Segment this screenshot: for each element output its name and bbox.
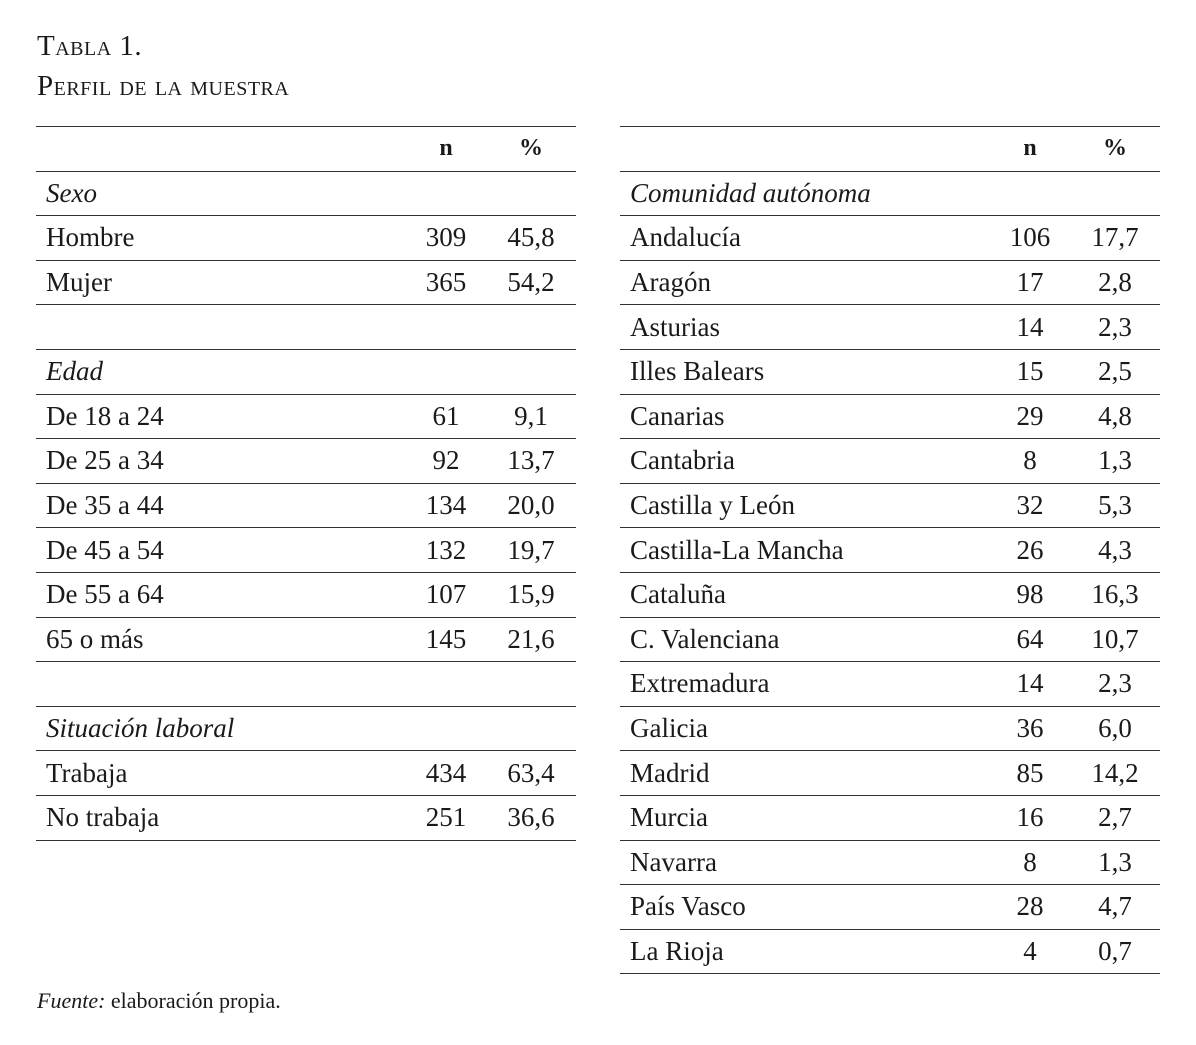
row-label: C. Valenciana [620, 617, 990, 662]
header-n: n [406, 127, 486, 172]
row-label: Andalucía [620, 216, 990, 261]
row-pct: 6,0 [1070, 706, 1160, 751]
row-pct: 2,3 [1070, 305, 1160, 350]
row-n: 17 [990, 260, 1070, 305]
table-row [36, 260, 576, 305]
row-n: 365 [406, 260, 486, 305]
source-label: Fuente: [37, 988, 106, 1013]
table-row [36, 394, 576, 439]
row-pct: 15,9 [486, 572, 576, 617]
row-n: 61 [406, 394, 486, 439]
row-n: 4 [990, 929, 1070, 974]
table-label: Tabla 1. [37, 30, 143, 62]
row-label: País Vasco [620, 885, 990, 930]
header-n: n [990, 127, 1070, 172]
header-label-cell [620, 127, 990, 172]
row-label: De 25 a 34 [36, 439, 406, 484]
table-row [620, 439, 1160, 484]
row-pct: 4,3 [1070, 528, 1160, 573]
section-heading-row [36, 171, 576, 216]
row-n: 134 [406, 483, 486, 528]
row-label: Cantabria [620, 439, 990, 484]
row-label: Extremadura [620, 662, 990, 707]
row-pct: 10,7 [1070, 617, 1160, 662]
source-text: elaboración propia. [110, 988, 281, 1013]
row-pct: 19,7 [486, 528, 576, 573]
table-row [36, 572, 576, 617]
row-n: 8 [990, 439, 1070, 484]
row-label: Madrid [620, 751, 990, 796]
row-pct: 9,1 [486, 394, 576, 439]
row-label: De 18 a 24 [36, 394, 406, 439]
section-heading-row [620, 171, 1160, 216]
section-heading-row [36, 349, 576, 394]
table-row [620, 929, 1160, 974]
row-pct: 14,2 [1070, 751, 1160, 796]
section-heading: Edad [36, 349, 576, 394]
row-pct: 45,8 [486, 216, 576, 261]
row-label: Castilla y León [620, 483, 990, 528]
row-label: De 45 a 54 [36, 528, 406, 573]
row-n: 16 [990, 795, 1070, 840]
row-n: 32 [990, 483, 1070, 528]
row-n: 29 [990, 394, 1070, 439]
table-row [36, 528, 576, 573]
row-label: Murcia [620, 795, 990, 840]
row-pct: 1,3 [1070, 439, 1160, 484]
row-pct: 2,7 [1070, 795, 1160, 840]
table-row [36, 795, 576, 840]
table-row [620, 795, 1160, 840]
row-label: Castilla-La Mancha [620, 528, 990, 573]
row-label: De 35 a 44 [36, 483, 406, 528]
table-row [620, 394, 1160, 439]
row-n: 85 [990, 751, 1070, 796]
row-pct: 13,7 [486, 439, 576, 484]
header-pct: % [1070, 127, 1160, 172]
row-n: 8 [990, 840, 1070, 885]
row-pct: 16,3 [1070, 572, 1160, 617]
table-row [620, 572, 1160, 617]
spacer-row [36, 662, 576, 707]
row-label: 65 o más [36, 617, 406, 662]
row-n: 15 [990, 349, 1070, 394]
table-row [620, 260, 1160, 305]
row-n: 251 [406, 795, 486, 840]
row-n: 92 [406, 439, 486, 484]
table-row [620, 483, 1160, 528]
table-row [620, 751, 1160, 796]
header-label-cell [36, 127, 406, 172]
row-n: 28 [990, 885, 1070, 930]
row-n: 64 [990, 617, 1070, 662]
row-label: Hombre [36, 216, 406, 261]
left-header-row [36, 127, 576, 172]
row-pct: 1,3 [1070, 840, 1160, 885]
table-row [620, 528, 1160, 573]
row-pct: 4,7 [1070, 885, 1160, 930]
row-n: 309 [406, 216, 486, 261]
row-pct: 21,6 [486, 617, 576, 662]
source-note [37, 988, 281, 1014]
row-n: 107 [406, 572, 486, 617]
section-heading: Comunidad autónoma [620, 171, 1160, 216]
row-n: 106 [990, 216, 1070, 261]
row-pct: 36,6 [486, 795, 576, 840]
section-heading: Sexo [36, 171, 576, 216]
row-label: Galicia [620, 706, 990, 751]
row-label: Trabaja [36, 751, 406, 796]
header-pct: % [486, 127, 576, 172]
table-row [620, 706, 1160, 751]
row-n: 434 [406, 751, 486, 796]
row-pct: 54,2 [486, 260, 576, 305]
table-row [620, 349, 1160, 394]
row-pct: 20,0 [486, 483, 576, 528]
row-pct: 2,5 [1070, 349, 1160, 394]
row-pct: 0,7 [1070, 929, 1160, 974]
row-n: 98 [990, 572, 1070, 617]
section-heading: Situación laboral [36, 706, 576, 751]
sample-profile-table-left [36, 126, 576, 841]
table-row [36, 483, 576, 528]
row-label: No trabaja [36, 795, 406, 840]
row-label: Illes Balears [620, 349, 990, 394]
row-n: 14 [990, 305, 1070, 350]
row-label: Aragón [620, 260, 990, 305]
row-pct: 5,3 [1070, 483, 1160, 528]
spacer-cell [36, 305, 576, 350]
row-label: Canarias [620, 394, 990, 439]
table-row [36, 439, 576, 484]
row-pct: 17,7 [1070, 216, 1160, 261]
row-pct: 63,4 [486, 751, 576, 796]
table-row [620, 885, 1160, 930]
table-row [620, 305, 1160, 350]
row-label: Mujer [36, 260, 406, 305]
right-header-row [620, 127, 1160, 172]
row-n: 26 [990, 528, 1070, 573]
table-row [620, 617, 1160, 662]
spacer-cell [36, 662, 576, 707]
table-title: Perfil de la muestra [37, 70, 290, 102]
row-n: 132 [406, 528, 486, 573]
table-row [620, 216, 1160, 261]
table-row [36, 617, 576, 662]
row-pct: 2,8 [1070, 260, 1160, 305]
row-pct: 4,8 [1070, 394, 1160, 439]
row-label: Asturias [620, 305, 990, 350]
row-n: 145 [406, 617, 486, 662]
row-label: Cataluña [620, 572, 990, 617]
table-row [620, 840, 1160, 885]
row-label: La Rioja [620, 929, 990, 974]
table-row [36, 751, 576, 796]
sample-profile-table-right [620, 126, 1160, 974]
section-heading-row [36, 706, 576, 751]
row-label: Navarra [620, 840, 990, 885]
table-row [36, 216, 576, 261]
row-pct: 2,3 [1070, 662, 1160, 707]
row-label: De 55 a 64 [36, 572, 406, 617]
spacer-row [36, 305, 576, 350]
row-n: 14 [990, 662, 1070, 707]
table-row [620, 662, 1160, 707]
row-n: 36 [990, 706, 1070, 751]
